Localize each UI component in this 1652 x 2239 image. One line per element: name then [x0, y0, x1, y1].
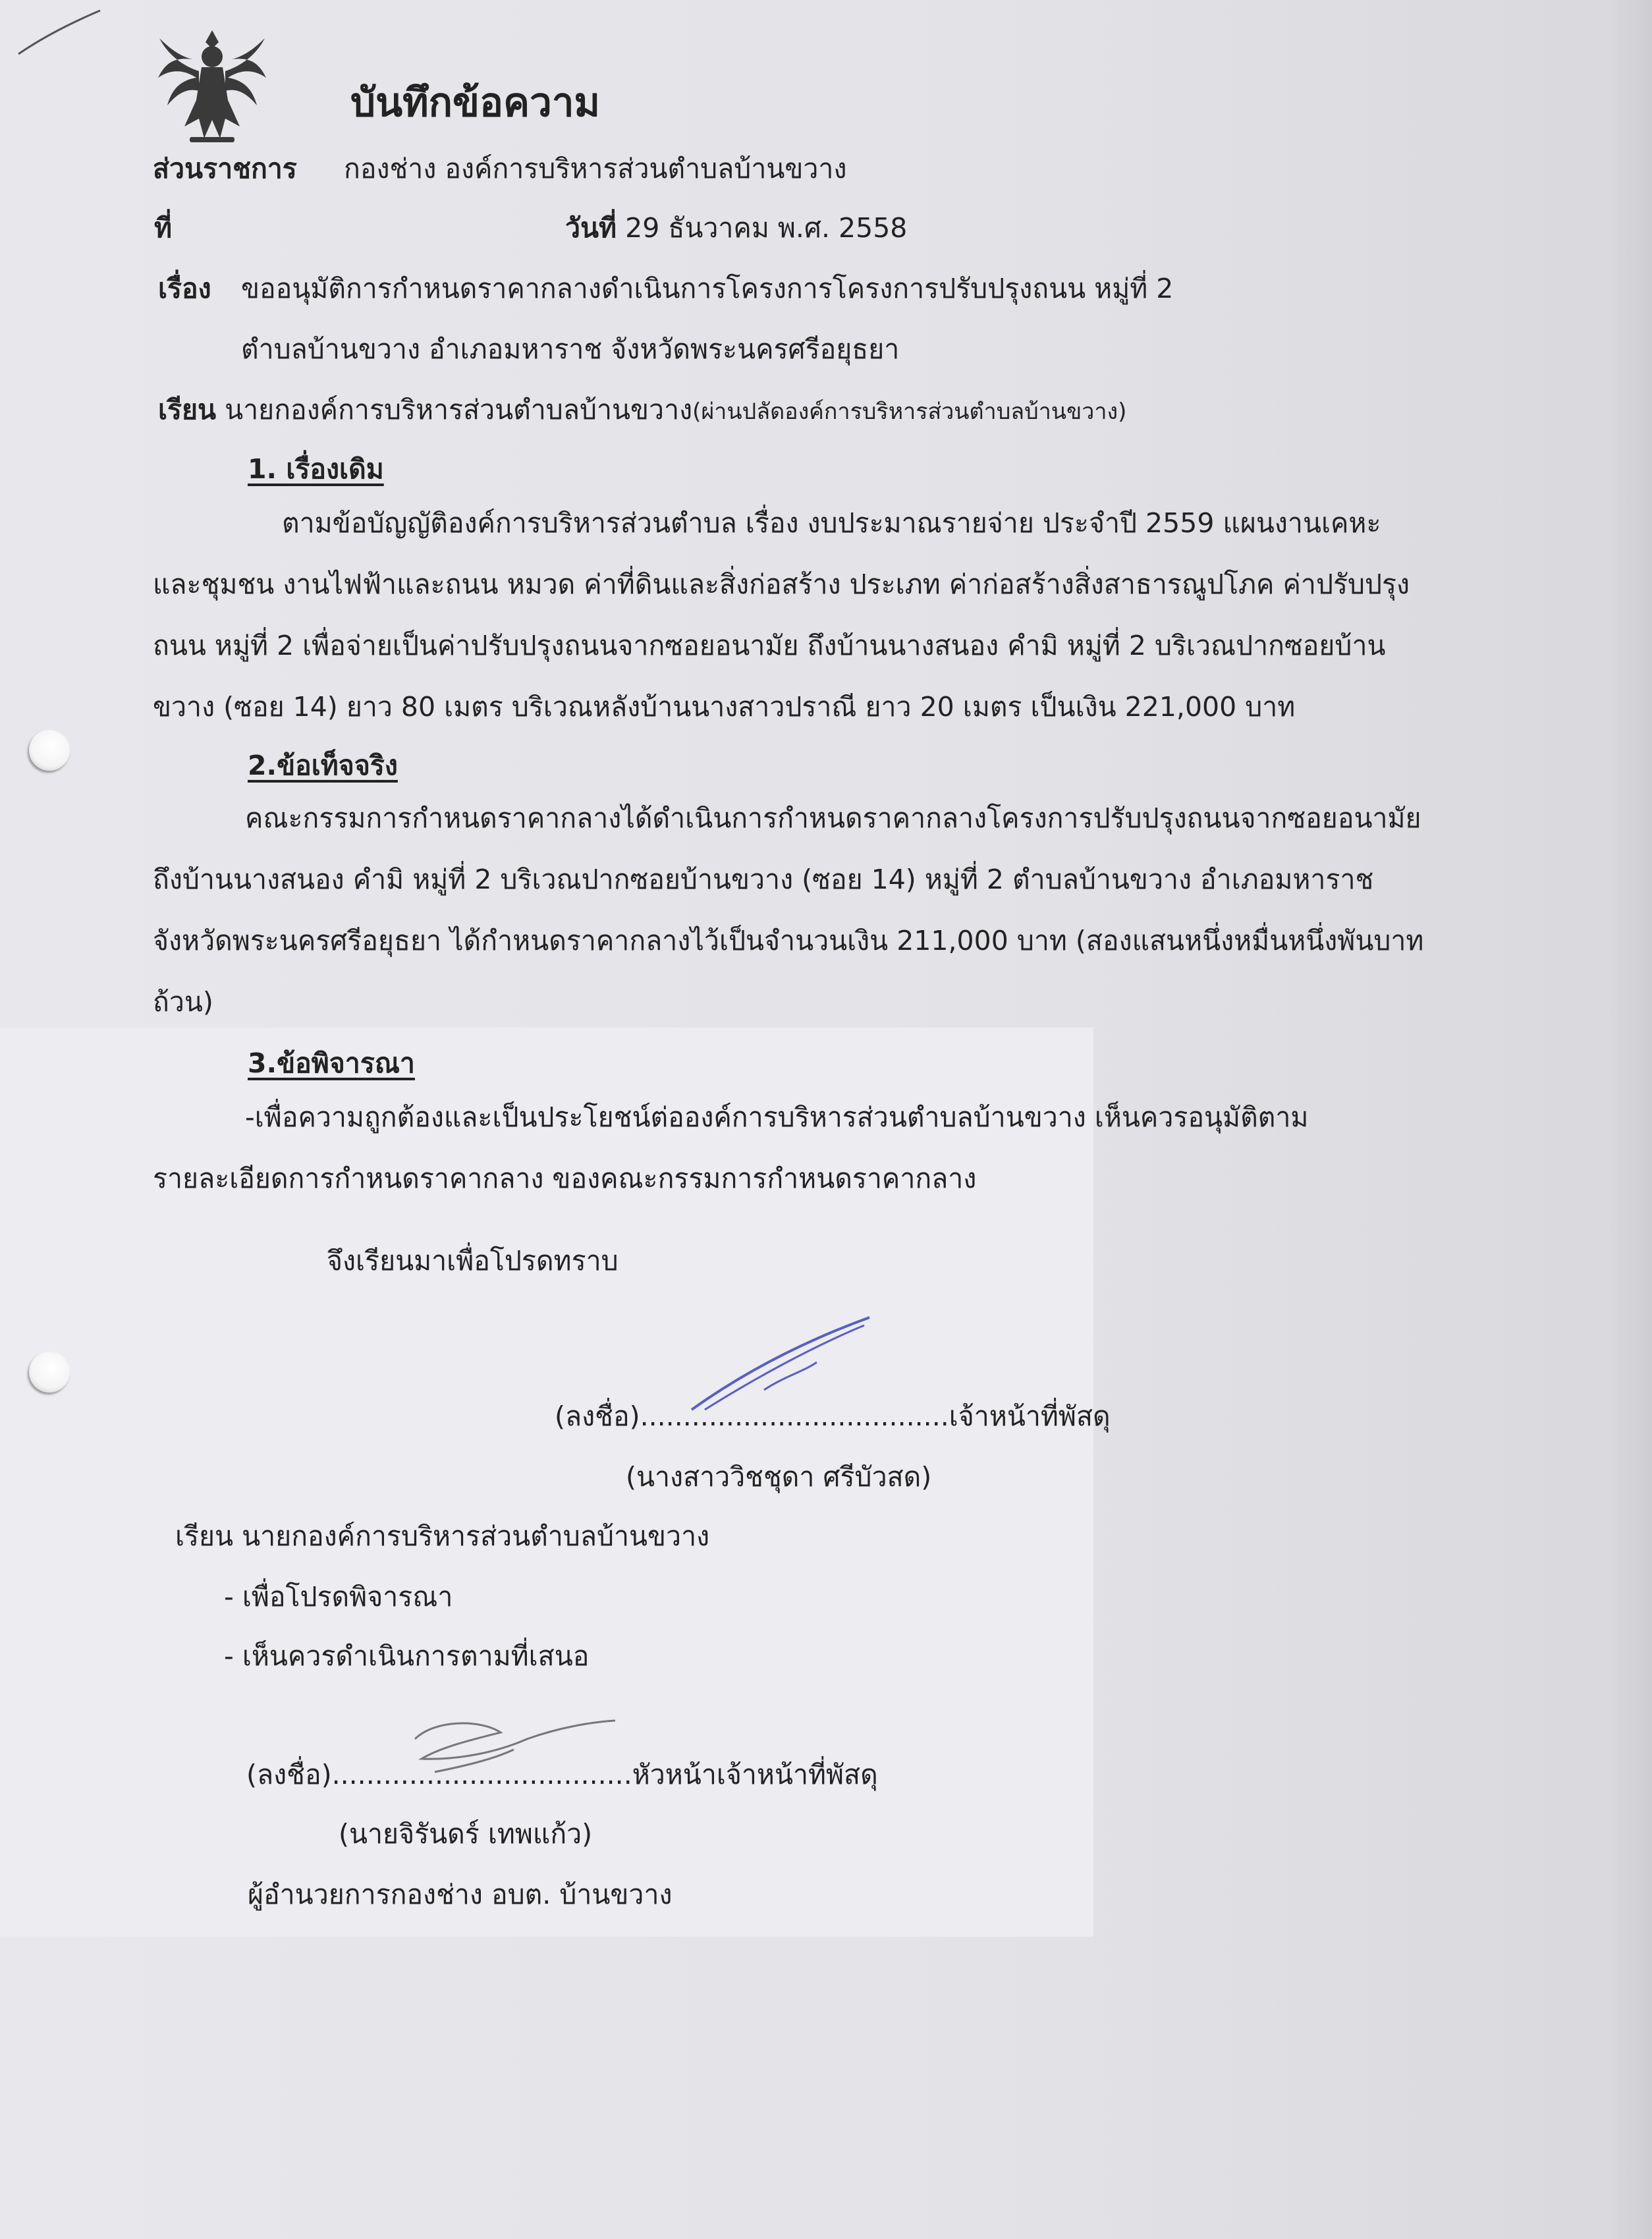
- punch-hole: [29, 730, 70, 771]
- signature-2-name: (นายจิรันดร์ เทพแก้ว): [339, 1818, 593, 1850]
- subject-line-1: ขออนุมัติการกำหนดราคากลางดำเนินการโครงการโครงการปรับปรุงถนน หมู่ที่ 2: [241, 273, 1174, 304]
- memo-title: บันทึกข้อความ: [350, 80, 601, 126]
- subject-line-2: ตำบลบ้านขวาง อำเภอมหาราช จังหวัดพระนครศรีอยุธยา: [241, 333, 900, 365]
- consideration-line: รายละเอียดการกำหนดราคากลาง ของคณะกรรมการกำหนดราคากลาง: [153, 1163, 977, 1194]
- date-label: วันที่: [565, 212, 617, 244]
- background-line: และชุมชน งานไฟฟ้าและถนน หมวด ค่าที่ดินและสิ่งก่อสร้าง ประเภท ค่าก่อสร้างสิ่งสาธารณูปโภค ค่าปรับปรุง: [153, 568, 1410, 600]
- date-value: 29 ธันวาคม พ.ศ. 2558: [617, 212, 908, 244]
- facts-line: ถึงบ้านนางสนอง คำมิ หมู่ที่ 2 บริเวณปากซอยบ้านขวาง (ซอย 14) หมู่ที่ 2 ตำบลบ้านขวาง อำเภอมหาราช: [153, 864, 1374, 895]
- reference-label: ที่: [154, 212, 173, 244]
- facts-line: ถ้วน): [153, 986, 213, 1018]
- background-line: ขวาง (ซอย 14) ยาว 80 เมตร บริเวณหลังบ้านนางสาวปราณี ยาว 20 เมตร เป็นเงิน 221,000 บาท: [153, 691, 1296, 723]
- facts-heading: 2.ข้อเท็จจริง: [248, 750, 398, 781]
- background-line: ถนน หมู่ที่ 2 เพื่อจ่ายเป็นค่าปรับปรุงถนนจากซอยอนามัย ถึงบ้านนางสนอง คำมิ หมู่ที่ 2 บริเวณปากซอยบ้าน: [153, 630, 1386, 661]
- consideration-paragraph: [153, 1087, 1470, 1209]
- endorsement-item-2: - เห็นควรดำเนินการตามที่เสนอ: [224, 1640, 590, 1672]
- subject-label: เรื่อง: [158, 273, 211, 304]
- addressee-via: (ผ่านปลัดองค์การบริหารส่วนตำบลบ้านขวาง): [692, 399, 1127, 425]
- signature-2-line: (ลงชื่อ)...................................หัวหน้าเจ้าหน้าที่พัสดุ: [246, 1759, 878, 1790]
- signature-2-position: ผู้อำนวยการกองช่าง อบต. บ้านขวาง: [248, 1879, 673, 1910]
- endorsement-addressee: เรียน นายกองค์การบริหารส่วนตำบลบ้านขวาง: [175, 1520, 710, 1552]
- date-line: [565, 212, 908, 244]
- agency-value: กองช่าง องค์การบริหารส่วนตำบลบ้านขวาง: [344, 153, 847, 184]
- closing-line: จึงเรียนมาเพื่อโปรดทราบ: [327, 1245, 619, 1277]
- background-paragraph: [153, 493, 1457, 738]
- signature-1-name: (นางสาววิชชุดา ศรีบัวสด): [626, 1461, 932, 1493]
- facts-line: คณะกรรมการกำหนดราคากลางได้ดำเนินการกำหนดราคากลางโครงการปรับปรุงถนนจากซอยอนามัย: [245, 802, 1421, 834]
- pen-mark: [13, 7, 105, 59]
- page-edge-shadow: [1607, 0, 1652, 2239]
- signature-1-line: (ลงชื่อ)....................................เจ้าหน้าที่พัสดุ: [555, 1400, 1111, 1432]
- punch-hole: [29, 1352, 70, 1393]
- agency-label: ส่วนราชการ: [153, 153, 297, 184]
- background-heading: 1. เรื่องเดิม: [248, 453, 384, 485]
- consideration-line: -เพื่อความถูกต้องและเป็นประโยชน์ต่อองค์การบริหารส่วนตำบลบ้านขวาง เห็นควรอนุมัติตาม: [245, 1101, 1309, 1133]
- background-line: ตามข้อบัญญัติองค์การบริหารส่วนตำบล เรื่อง งบประมาณรายจ่าย ประจำปี 2559 แผนงานเคหะ: [282, 507, 1381, 539]
- facts-line: จังหวัดพระนครศรีอยุธยา ได้กำหนดราคากลางไว้เป็นจำนวนเงิน 211,000 บาท (สองแสนหนึ่งหมื่นหนึ่งพันบาท: [153, 925, 1424, 956]
- garuda-emblem-icon: [153, 25, 271, 147]
- facts-paragraph: [153, 788, 1457, 1033]
- consideration-heading: 3.ข้อพิจารณา: [248, 1047, 415, 1079]
- endorsement-item-1: - เพื่อโปรดพิจารณา: [224, 1581, 453, 1613]
- addressee-label: เรียน: [158, 394, 217, 426]
- addressee-value: นายกองค์การบริหารส่วนตำบลบ้านขวาง: [216, 394, 693, 426]
- addressee-line: [158, 394, 1127, 426]
